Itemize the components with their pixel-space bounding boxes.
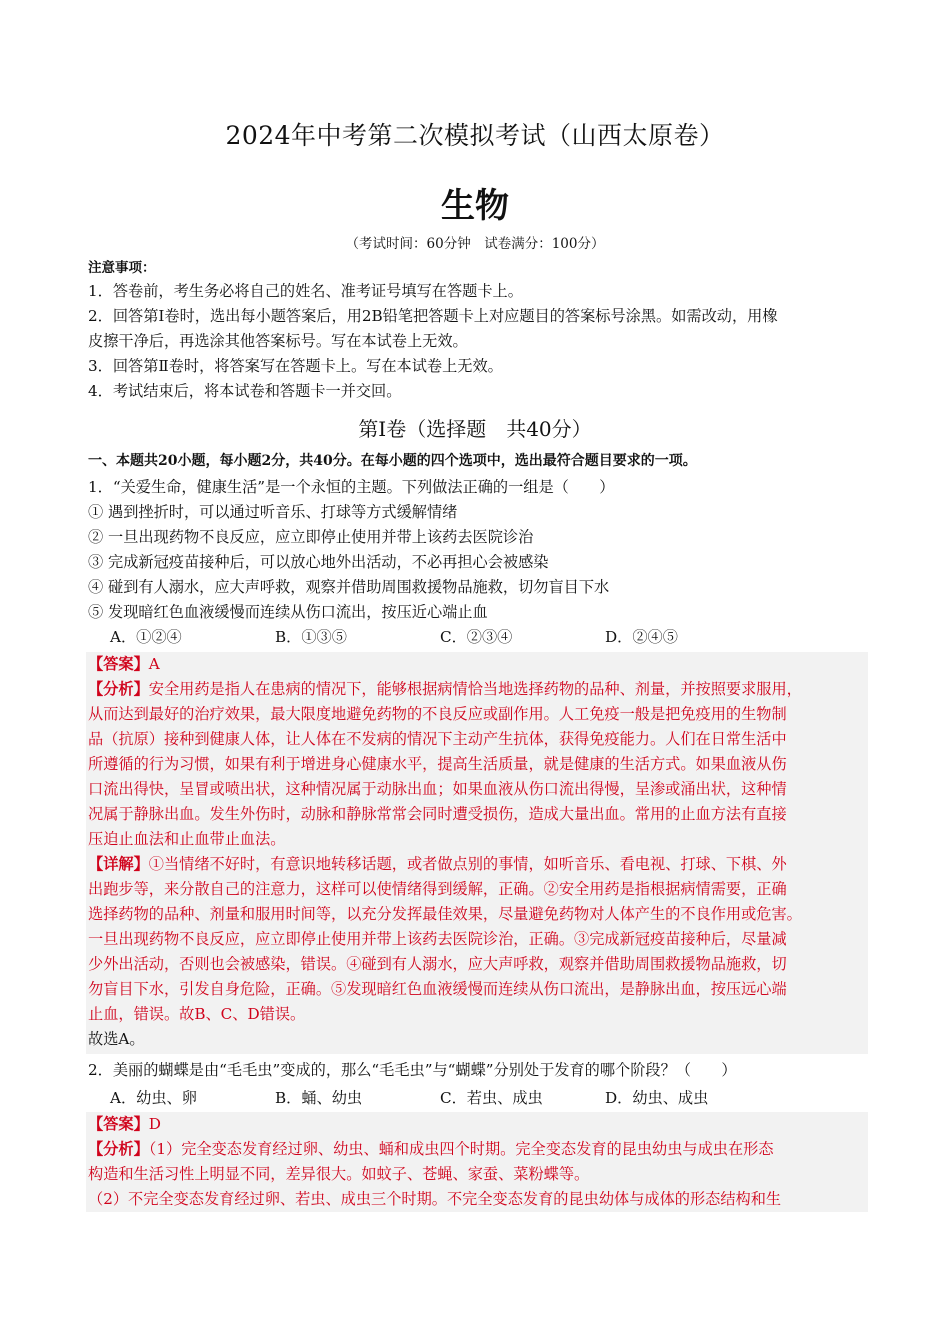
section-text: ①当情绪不好时，有意识地转移话题，或者做点别的事情，如听音乐、看电视、打球、下棋、外 xyxy=(148,855,787,873)
option-b: B．蛹、幼虫 xyxy=(275,1089,363,1107)
notice-item: 4．考试结束后，将本试卷和答题卡一并交回。 xyxy=(88,382,402,400)
options-row xyxy=(88,1086,868,1111)
option-d: D．幼虫、成虫 xyxy=(605,1089,709,1107)
section-description: 一、本题共20小题，每小题2分，共40分。在每小题的四个选项中，选出最符合题目要求的一项。 xyxy=(88,453,697,469)
subject-title: 生物 xyxy=(441,186,509,226)
exam-title: 2024年中考第二次模拟考试（山西太原卷） xyxy=(225,121,725,150)
section-text: 安全用药是指人在患病的情况下，能够根据病情恰当地选择药物的品种、剂量，并按照要求服用， xyxy=(148,680,802,698)
detail-line: 勿盲目下水，引发自身危险，正确。⑤发现暗红色血液缓慢而连续从伤口流出，是静脉出血，按压远心端 xyxy=(88,980,787,998)
notice-item: 皮擦干净后，再选涂其他答案标号。写在本试卷上无效。 xyxy=(88,332,468,350)
section-title: 第Ⅰ卷（选择题 共40分） xyxy=(358,417,592,441)
question-1 xyxy=(88,450,868,650)
section-tag: 【答案】 xyxy=(88,1115,149,1133)
conclusion-line: 故选A。 xyxy=(88,1030,145,1048)
analysis-line: 口流出得快，呈冒或喷出状，这种情况属于动脉出血；如果血液从伤口流出得慢，呈渗或涌出状，这种情 xyxy=(88,780,787,798)
notice-item: 3．回答第Ⅱ卷时，将答案写在答题卡上。写在本试卷上无效。 xyxy=(88,357,503,375)
section-tag: 【答案】 xyxy=(88,655,149,673)
question-stem: 2．美丽的蝴蝶是由“毛毛虫”变成的，那么“毛毛虫”与“蝴蝶”分别处于发育的哪个阶段？（ ） xyxy=(88,1061,737,1079)
detail-line xyxy=(88,852,868,877)
notice-item: 1．答卷前，考生务必将自己的姓名、准考证号填写在答题卡上。 xyxy=(88,282,523,300)
analysis-line xyxy=(88,1137,868,1162)
notice-heading: 注意事项： xyxy=(88,260,156,276)
question-stem: 1．“关爱生命，健康生活”是一个永恒的主题。下列做法正确的一组是（ ） xyxy=(88,478,615,496)
detail-line: 一旦出现药物不良反应，应立即停止使用并带上该药去医院诊治，正确。③完成新冠疫苗接种后，尽量减 xyxy=(88,930,787,948)
option-c: C．若虫、成虫 xyxy=(440,1089,543,1107)
option-c: C．②③④ xyxy=(440,628,513,646)
section-tag: 【分析】 xyxy=(88,680,149,698)
option-b: B．①③⑤ xyxy=(275,628,347,646)
question-2 xyxy=(88,1058,868,1111)
statement: ⑤ 发现暗红色血液缓慢而连续从伤口流出，按压近心端止血 xyxy=(88,603,488,621)
answer-line xyxy=(88,652,868,677)
detail-line: 选择药物的品种、剂量和服用时间等，以充分发挥最佳效果，尽量避免药物对人体产生的不良作用或危害。 xyxy=(88,905,802,923)
analysis-line: （2）不完全变态发育经过卵、若虫、成虫三个时期。不完全变态发育的昆虫幼体与成体的形态结构和生 xyxy=(88,1190,782,1208)
notice-item: 2．回答第Ⅰ卷时，选出每小题答案后，用2B铅笔把答题卡上对应题目的答案标号涂黑。如需改动，用橡 xyxy=(88,307,778,325)
statement: ② 一旦出现药物不良反应，应立即停止使用并带上该药去医院诊治 xyxy=(88,528,534,546)
option-a: A．①②④ xyxy=(110,628,182,646)
notice-section xyxy=(88,258,868,404)
analysis-line: 况属于静脉出血。发生外伤时，动脉和静脉常常会同时遭受损伤，造成大量出血。常用的止血方法有直接 xyxy=(88,805,787,823)
options-row xyxy=(88,625,868,650)
option-a: A．幼虫、卵 xyxy=(110,1089,197,1107)
detail-line: 少外出活动，否则也会被感染，错误。④碰到有人溺水，应大声呼救，观察并借助周围救援物品施救，切 xyxy=(88,955,787,973)
detail-line: 出跑步等，来分散自己的注意力，这样可以使情绪得到缓解，正确。②安全用药是指根据病情需要，正确 xyxy=(88,880,787,898)
section-tag: 【分析】 xyxy=(88,1140,149,1158)
section-text: A xyxy=(148,655,160,673)
answer-box-q1 xyxy=(86,652,868,1054)
section-text: （1）完全变态发育经过卵、幼虫、蛹和成虫四个时期。完全变态发育的昆虫幼虫与成虫在形态 xyxy=(148,1140,774,1158)
exam-info: （考试时间：60分钟 试卷满分：100分） xyxy=(345,236,605,252)
section-text: D xyxy=(148,1115,161,1133)
answer-box-q2 xyxy=(86,1112,868,1212)
statement: ① 遇到挫折时，可以通过听音乐、打球等方式缓解情绪 xyxy=(88,503,458,521)
analysis-line xyxy=(88,677,868,702)
answer-line xyxy=(88,1112,868,1137)
analysis-line: 所遵循的行为习惯，如果有利于增进身心健康水平，提高生活质量，就是健康的生活方式。如果血液从伤 xyxy=(88,755,787,773)
statement: ③ 完成新冠疫苗接种后，可以放心地外出活动，不必再担心会被感染 xyxy=(88,553,549,571)
detail-line: 止血，错误。故B、C、D错误。 xyxy=(88,1005,306,1023)
analysis-line: 从而达到最好的治疗效果，最大限度地避免药物的不良反应或副作用。人工免疫一般是把免疫用的生物制 xyxy=(88,705,787,723)
analysis-line: 压迫止血法和止血带止血法。 xyxy=(88,830,286,848)
statement: ④ 碰到有人溺水，应大声呼救，观察并借助周围救援物品施救，切勿盲目下水 xyxy=(88,578,610,596)
option-d: D．②④⑤ xyxy=(605,628,678,646)
analysis-line: 品（抗原）接种到健康人体，让人体在不发病的情况下主动产生抗体，获得免疫能力。人们在日常生活中 xyxy=(88,730,787,748)
analysis-line: 构造和生活习性上明显不同，差异很大。如蚊子、苍蝇、家蚕、菜粉蝶等。 xyxy=(88,1165,590,1183)
section-tag: 【详解】 xyxy=(88,855,149,873)
